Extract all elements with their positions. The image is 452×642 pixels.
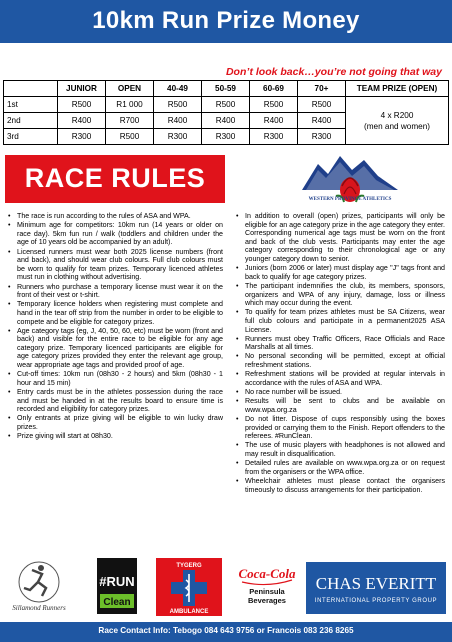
bullet-icon: • — [8, 212, 11, 220]
bullet-icon: • — [8, 388, 11, 397]
table-cell: R700 — [106, 113, 154, 129]
rule-item — [235, 352, 445, 369]
rule-item — [235, 397, 445, 414]
rule-item — [235, 415, 445, 441]
team-prize-amount: 4 x R200 — [380, 110, 414, 120]
ambulance-logo-bottom: AMBULANCE — [169, 609, 209, 615]
table-cell: R500 — [298, 97, 346, 113]
table-cell: R500 — [202, 97, 250, 113]
run-clean-logo-top: #RUN — [99, 574, 135, 589]
bullet-icon: • — [236, 264, 239, 273]
rule-item — [235, 282, 445, 308]
coca-cola-logo-sub2: Beverages — [248, 596, 286, 605]
coca-cola-peninsula-logo — [236, 560, 298, 616]
rule-text: Temporary licence holders when registering must complete and hand in the tear off strip from the number in order to be eligible to compete and be eligible for category prizes. — [17, 300, 223, 326]
chas-everitt-logo-main: CHAS EVERITT — [315, 574, 437, 593]
column-header-50-59: 50-59 — [202, 81, 250, 97]
bullet-icon: • — [236, 441, 239, 450]
column-header-70-plus: 70+ — [298, 81, 346, 97]
team-prize-note: (men and women) — [364, 121, 430, 131]
bullet-icon: • — [236, 415, 239, 423]
rule-item — [235, 388, 445, 397]
rule-item — [235, 459, 445, 476]
rule-item — [7, 283, 223, 300]
bullet-icon: • — [236, 334, 239, 343]
rule-item — [7, 414, 223, 431]
prize-table — [3, 80, 449, 145]
rule-item — [235, 335, 445, 352]
ambulance-logo — [156, 558, 222, 616]
runners-club-logo-text: Sillamond Runners — [12, 604, 66, 612]
rule-text: No personal seconding will be permitted, except at official refreshment stations. — [245, 352, 445, 370]
table-cell: R300 — [250, 129, 298, 145]
rule-item — [7, 221, 223, 247]
page-title: 10km Run Prize Money — [92, 7, 360, 34]
rule-text: Entry cards must be in the athletes possession during the race and must be handed in at the results board to ensure time is recorded and eligibility for category prizes. — [17, 388, 223, 414]
rule-text: Do not litter. Dispose of cups responsibly using the boxes provided or carrying them to the Finish. Report offenders to the referees. #RunClean. — [245, 415, 445, 441]
rule-text: Wheelchair athletes must please contact the organisers timeously to discuss arrangements for their participation. — [245, 476, 445, 494]
chas-everitt-logo-sub: INTERNATIONAL PROPERTY GROUP — [314, 598, 438, 604]
bullet-icon: • — [236, 308, 239, 317]
rule-text: In addition to overall (open) prizes, participants will only be eligible for an age category prize in the age category they enter. Corresponding numerical age tags must be worn on the front and back of the club vests. Participants may enter the age category corresponding to their chronological age or any younger category down to senior. — [245, 212, 445, 263]
coca-cola-logo-text: Coca-Cola — [238, 566, 296, 581]
table-cell: R1 000 — [106, 97, 154, 113]
rule-text: Runners who purchase a temporary license must wear it on the front of their vest or t-shirt. — [17, 282, 223, 300]
rule-item — [7, 248, 223, 282]
table-row — [4, 97, 449, 113]
rule-text: Age category tags (eg, J, 40, 50, 60, etc) must be worn (front and back) and visible for the entire race to be eligible for any age category prize. Temporary licenced participants are eligible for age category prizes provided they enter the relevant age group, wear appropriate age tags and provided proof of age. — [17, 326, 223, 370]
column-header-junior: JUNIOR — [58, 81, 106, 97]
table-cell: R300 — [154, 129, 202, 145]
rule-text: Detailed rules are available on www.wpa.org.za or on request from the organisers or the WPA office. — [245, 459, 445, 476]
column-header-40-49: 40-49 — [154, 81, 202, 97]
table-cell: R400 — [298, 113, 346, 129]
rule-text: Results will be sent to clubs and be available on www.wpa.org.za — [245, 397, 445, 414]
rules-right-column — [235, 212, 445, 495]
bullet-icon: • — [236, 388, 239, 397]
rule-text: To qualify for team prizes athletes must be SA Citizens, wear full club colours and participate in a permanent2025 ASA License. — [245, 308, 445, 334]
table-cell: R300 — [298, 129, 346, 145]
prize-table-header-row — [4, 81, 449, 97]
tagline: Don’t look back…you’re not going that way — [225, 66, 442, 78]
race-rules-banner — [5, 155, 225, 203]
table-cell: R400 — [202, 113, 250, 129]
table-cell: R400 — [154, 113, 202, 129]
bullet-icon: • — [8, 370, 11, 379]
rule-item — [235, 477, 445, 494]
rule-text: Licensed runners must wear both 2025 license numbers (front and back), and should wear club colours. Full club colours must be worn to qualify for team prizes. Temporary licenced athletes must run in clothing without advertising. — [17, 247, 223, 282]
rule-item — [7, 300, 223, 326]
rule-item — [7, 432, 223, 441]
rule-item — [235, 308, 445, 334]
rule-item — [235, 370, 445, 387]
bullet-icon: • — [8, 300, 11, 309]
rule-item — [235, 264, 445, 281]
rule-text: Runners must obey Traffic Officers, Race Officials and Race Marshalls at all times. — [245, 334, 445, 352]
race-contact-info: Race Contact Info: Tebogo 084 643 9756 or Francois 083 236 8265 — [98, 626, 354, 635]
race-rules-title: RACE RULES — [24, 163, 206, 193]
table-cell-position: 1st — [4, 97, 58, 113]
table-cell: R300 — [202, 129, 250, 145]
bullet-icon: • — [236, 476, 239, 485]
chas-everitt-logo — [306, 562, 446, 614]
bullet-icon: • — [236, 459, 239, 468]
rule-item — [7, 212, 223, 221]
table-cell-position: 2nd — [4, 113, 58, 129]
table-cell: R500 — [250, 97, 298, 113]
rule-item — [7, 327, 223, 370]
runners-club-logo — [8, 560, 70, 616]
bullet-icon: • — [8, 326, 11, 335]
table-cell: R400 — [250, 113, 298, 129]
bullet-icon: • — [8, 247, 11, 256]
column-header — [4, 81, 58, 97]
bullet-icon: • — [236, 212, 239, 220]
rule-item — [235, 441, 445, 458]
bullet-icon: • — [236, 281, 239, 290]
bullet-icon: • — [236, 352, 239, 361]
column-header-60-69: 60-69 — [250, 81, 298, 97]
table-cell: R300 — [58, 129, 106, 145]
team-prize-cell — [346, 97, 449, 145]
header-banner — [0, 0, 452, 43]
table-cell: R500 — [106, 129, 154, 145]
bullet-icon: • — [236, 397, 239, 406]
ambulance-logo-top: TYGERG — [176, 563, 202, 569]
rule-text: Refreshment stations will be provided at regular intervals in accordance with the rules of ASA and WPA. — [245, 370, 445, 387]
sponsor-logos — [0, 558, 452, 618]
rule-text: The race is run according to the rules of ASA and WPA. — [17, 212, 191, 220]
bullet-icon: • — [8, 282, 11, 291]
run-clean-logo — [97, 558, 137, 614]
bullet-icon: • — [236, 370, 239, 379]
rule-item — [7, 370, 223, 387]
wpa-logo-text: WESTERN PROVINCE ATHLETICS — [308, 197, 392, 202]
table-cell: R500 — [58, 97, 106, 113]
bullet-icon: • — [8, 221, 11, 230]
table-cell-position: 3rd — [4, 129, 58, 145]
bullet-icon: • — [8, 432, 11, 441]
rule-text: Juniors (born 2006 or later) must display age "J" tags front and back to qualify for age category prizes. — [245, 264, 445, 281]
rule-text: Cut-off times: 10km run (08h30 - 2 hours) and 5km (08h30 - 1 hour and 15 min) — [17, 370, 223, 387]
column-header-team-prize: TEAM PRIZE (OPEN) — [346, 81, 449, 97]
table-cell: R400 — [58, 113, 106, 129]
rule-text: The use of music players with headphones is not allowed and may result in disqualification. — [245, 441, 445, 458]
table-cell: R500 — [154, 97, 202, 113]
rule-text: No race number will be issued. — [245, 388, 342, 397]
rule-text: Minimum age for competitors: 10km run (14 years or older on race day). 5km fun run / walk (toddlers and children under the age of 10 years old be accompanied by an adult). — [17, 221, 223, 247]
run-clean-logo-bottom: Clean — [103, 597, 131, 608]
bullet-icon: • — [8, 414, 11, 423]
column-header-open: OPEN — [106, 81, 154, 97]
rule-text: Prize giving will start at 08h30. — [17, 432, 113, 441]
footer-bar — [0, 622, 452, 642]
rules-left-column — [7, 212, 223, 441]
rule-item — [7, 388, 223, 414]
rule-text: The participant indemnifies the club, its members, sponsors, organizers and WPA of any injury, damage, loss or illness which may occur during the event. — [245, 281, 445, 308]
rule-item — [235, 212, 445, 264]
rule-text: Only entrants at prize giving will be eligible to win lucky draw prizes. — [17, 414, 223, 431]
coca-cola-logo-sub1: Peninsula — [249, 587, 285, 596]
